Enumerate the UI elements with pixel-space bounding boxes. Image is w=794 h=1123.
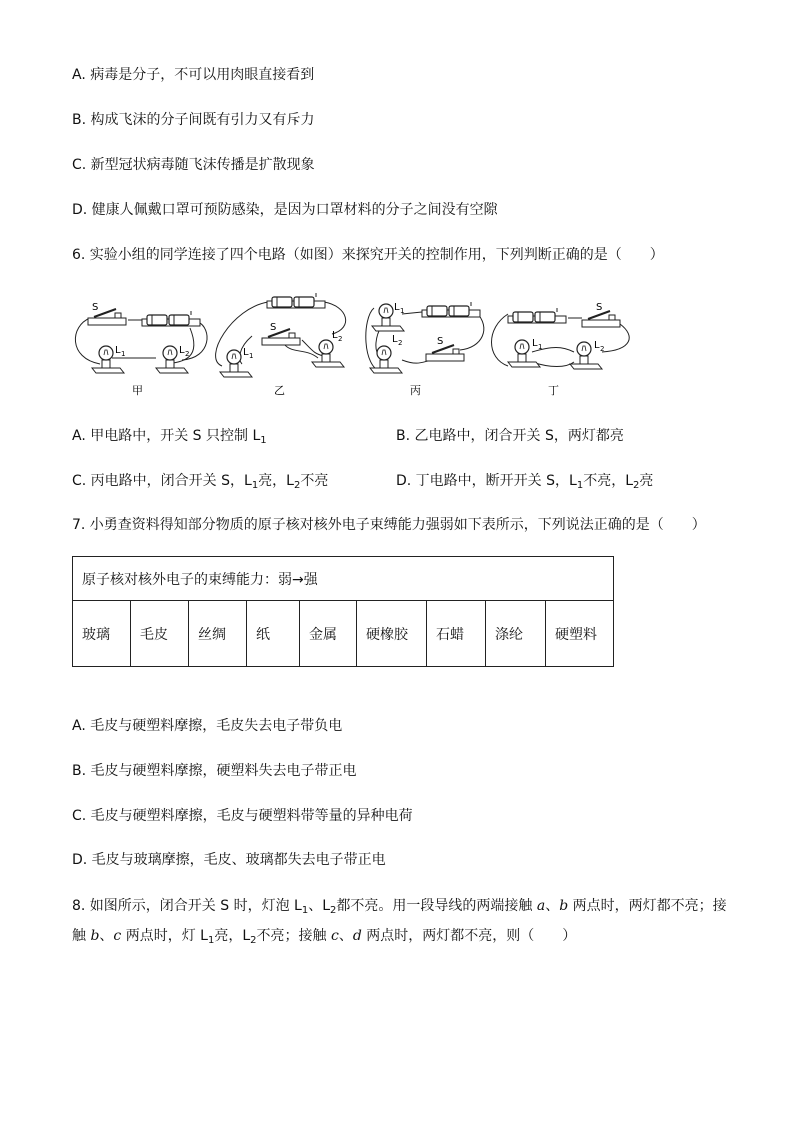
q8-stem-line2: 触 b、c 两点时，灯 $L_1$亮，$L_2$不亮；接触 c、d 两点时，两灯都不亮，则（ ） (72, 928, 577, 946)
circuit-bing (366, 302, 484, 397)
svg-text:L: L (115, 345, 121, 356)
svg-text:1: 1 (121, 350, 126, 358)
table-cell: 纸 (247, 601, 300, 667)
q6-stem: 6. 实验小组的同学连接了四个电路（如图）来探究开关的控制作用，下列判断正确的是（ ） (72, 247, 664, 263)
table-header: 原子核对核外电子的束缚能力：弱→强 (73, 557, 614, 601)
q6-option-b: B. 乙电路中，闭合开关 S，两灯都亮 (396, 428, 624, 444)
svg-text:L: L (243, 347, 249, 358)
table-cell: 涤纶 (486, 601, 546, 667)
q5-option-c: C. 新型冠状病毒随飞沫传播是扩散现象 (72, 157, 315, 173)
table-cell: 金属 (300, 601, 357, 667)
table-cell: 丝绸 (189, 601, 247, 667)
binding-ability-table (72, 556, 614, 667)
table-cell: 玻璃 (73, 601, 131, 667)
svg-text:L: L (532, 338, 538, 349)
svg-text:2: 2 (600, 345, 605, 353)
q7-stem: 7. 小勇查资料得知部分物质的原子核对核外电子束缚能力强弱如下表所示，下列说法正确的是（ ） (72, 517, 706, 533)
q5-option-b: B. 构成飞沫的分子间既有引力又有斥力 (72, 112, 315, 128)
svg-text:2: 2 (398, 339, 403, 347)
svg-text:2: 2 (338, 335, 343, 343)
q7-option-a: A. 毛皮与硬塑料摩擦，毛皮失去电子带负电 (72, 718, 343, 734)
svg-text:S: S (596, 302, 603, 313)
circuit-jia (75, 302, 207, 397)
circuit-ding (492, 302, 630, 397)
q6-circuit-figure (62, 288, 632, 400)
q6-option-c: C. 丙电路中，闭合开关 S，$L_1$亮，$L_2$不亮 (72, 473, 329, 491)
table-cell: 硬塑料 (546, 601, 614, 667)
svg-text:S: S (437, 336, 444, 347)
table-cell: 石蜡 (427, 601, 486, 667)
svg-text:L: L (594, 340, 600, 351)
q7-option-b: B. 毛皮与硬塑料摩擦，硬塑料失去电子带正电 (72, 763, 357, 779)
svg-text:1: 1 (400, 307, 405, 315)
q7-option-c: C. 毛皮与硬塑料摩擦，毛皮与硬塑料带等量的异种电荷 (72, 808, 413, 824)
svg-text:S: S (270, 322, 277, 333)
table-cell: 硬橡胶 (357, 601, 427, 667)
caption-jia: 甲 (132, 384, 143, 397)
svg-text:L: L (394, 302, 400, 313)
jia-switch-label: S (92, 302, 99, 313)
q5-option-d: D. 健康人佩戴口罩可预防感染，是因为口罩材料的分子之间没有空隙 (72, 202, 498, 218)
svg-text:L: L (392, 334, 398, 345)
svg-text:1: 1 (538, 343, 543, 351)
svg-text:L: L (332, 330, 338, 341)
svg-text:1: 1 (249, 352, 254, 360)
svg-text:2: 2 (185, 350, 190, 358)
q6-option-d: D. 丁电路中，断开开关 S，$L_1$不亮，$L_2$亮 (396, 473, 654, 491)
q8-stem-line1: 8. 如图所示，闭合开关 S 时，灯泡 $L_1$、$L_2$都不亮。用一段导线的两端接触 a、b 两点时，两灯都不亮；接 (72, 898, 727, 916)
table-cell: 毛皮 (131, 601, 189, 667)
svg-text:L: L (179, 345, 185, 356)
q7-option-d: D. 毛皮与玻璃摩擦，毛皮、玻璃都失去电子带正电 (72, 852, 386, 868)
q5-option-a: A. 病毒是分子，不可以用肉眼直接看到 (72, 67, 315, 83)
caption-bing: 丙 (410, 384, 421, 397)
caption-ding: 丁 (548, 384, 559, 397)
caption-yi: 乙 (274, 384, 285, 397)
q6-option-a: A. 甲电路中，开关 S 只控制 $L_1$ (72, 428, 267, 446)
circuit-yi (216, 293, 346, 397)
